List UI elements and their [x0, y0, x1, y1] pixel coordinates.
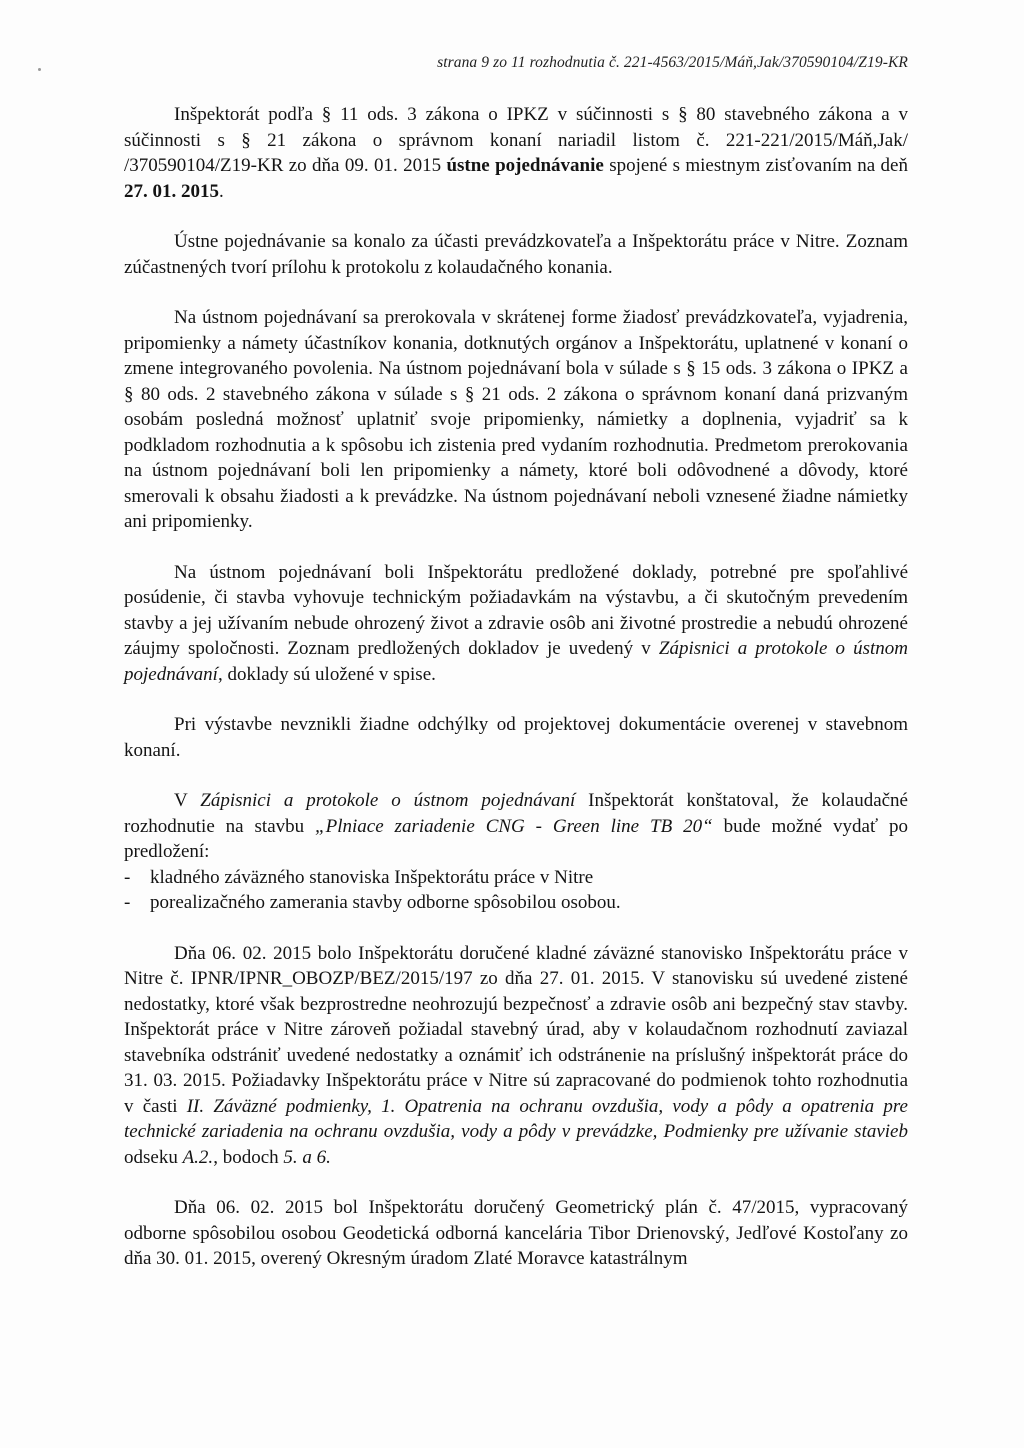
page-header: strana 9 zo 11 rozhodnutia č. 221-4563/2015/Máň,Jak/370590104/Z19-KR: [437, 54, 908, 71]
paragraph-submitted-documents: Na ústnom pojednávaní boli Inšpektorátu predložené doklady, potrebné pre spoľahlivé posúdenie, či stavba vyhovuje technickým požiadavkám na výstavbu, a či skutočným prevedením stavby a jej užívaním nebude ohrozený život a zdravie osôb ani životné prostredie a nebudú ohrozené záujmy spoločnosti. Zoznam predložených dokladov je uvedený v Zápisnici a protokole o ústnom pojednávaní, doklady sú uložené v spise.: [124, 561, 908, 685]
list-item: - porealizačného zamerania stavby odborne spôsobilou osobou.: [124, 892, 621, 913]
paragraph-hearing-discussion: Na ústnom pojednávaní sa prerokovala v skrátenej forme žiadosť prevádzkovateľa, vyjadrenia, pripomienky a námety účastníkov konania, dotknutých orgánov a Inšpektorátu, uplatnené v konaní o zmene integrovaného povolenia. Na ústnom pojednávaní bola v súlade s § 15 ods. 3 zákona o IPKZ a § 80 ods. 2 stavebného zákona v súlade s § 21 ods. 2 zákona o správnom konaní daná prizvaným osobám posledná možnosť uplatniť svoje pripomienky, námietky a doplnenia, vyjadriť sa k podkladom rozhodnutia a k spôsobu ich zistenia pred vydaním rozhodnutia. Predmetom prerokovania na ústnom pojednávaní boli len pripomienky a námety, ktoré boli odôvodnené a dôvody, ktoré smerovali k obsahu žiadosti a k prevádzke. Na ústnom pojednávaní neboli vznesené žiadne námietky ani pripomienky.: [124, 307, 908, 532]
paragraph-no-deviations: Pri výstavbe nevznikli žiadne odchýlky od projektovej dokumentácie overenej v stavebnom konaní.: [124, 714, 908, 761]
paragraph-labour-inspectorate-opinion: Dňa 06. 02. 2015 bolo Inšpektorátu doručené kladné záväzné stanovisko Inšpektorátu práce v Nitre č. IPNR/IPNR_OBOZP/BEZ/2015/197 zo dňa 27. 01. 2015. V stanovisku sú uvedené zistené nedostatky, ktoré však bezprostredne neohrozujú bezpečnosť a zdravie osôb ani bezpečný stav stavby. Inšpektorát práce v Nitre zároveň požiadal stavebný úrad, aby v kolaudačnom rozhodnutí zaviazal stavebníka odstrániť uvedené nedostatky a oznámiť ich odstránenie na príslušný inšpektorát práce do 31. 03. 2015. Požiadavky Inšpektorátu práce v Nitre sú zapracované do podmienok tohto rozhodnutia v časti II. Záväzné podmienky, 1. Opatrenia na ochranu ovzdušia, vody a pôdy a opatrenia pre technické zariadenia na ochranu ovzdušia, vody a pôdy v prevádzke, Podmienky pre užívanie stavieb odseku A.2., bodoch 5. a 6.: [124, 942, 908, 1168]
paragraph-oral-hearing-order: Inšpektorát podľa § 11 ods. 3 zákona o IPKZ v súčinnosti s § 80 stavebného zákona a v súčinnosti s § 21 zákona o správnom konaní nariadil listom č. 221-221/2015/Máň,Jak/ /370590104/Z19-KR zo dňa 09. 01. 2015 ústne pojednávanie spojené s miestnym zisťovaním na deň 27. 01. 2015.: [124, 104, 908, 202]
paragraph-protocol-statement: V Zápisnici a protokole o ústnom pojednávaní Inšpektorát konštatoval, že kolaudačné rozhodnutie na stavbu „Plniace zariadenie CNG - Green line TB 20“ bude možné vydať po predložení:: [124, 790, 908, 862]
paragraph-hearing-participants: Ústne pojednávanie sa konalo za účasti prevádzkovateľa a Inšpektorátu práce v Nitre. Zoznam zúčastnených tvorí prílohu k protokolu z kolaudačného konania.: [124, 231, 908, 278]
scan-speck: [38, 68, 41, 71]
required-documents-list: [124, 865, 908, 916]
list-item: - kladného záväzného stanoviska Inšpektorátu práce v Nitre: [124, 866, 594, 888]
document-body: [124, 102, 908, 1297]
paragraph-geometric-plan: Dňa 06. 02. 2015 bol Inšpektorátu doručený Geometrický plán č. 47/2015, vypracovaný odborne spôsobilou osobou Geodetická odborná kancelária Tibor Drienovský, Jedľové Kostoľany zo dňa 30. 01. 2015, overený Okresným úradom Zlaté Moravce katastrálnym: [124, 1197, 908, 1269]
